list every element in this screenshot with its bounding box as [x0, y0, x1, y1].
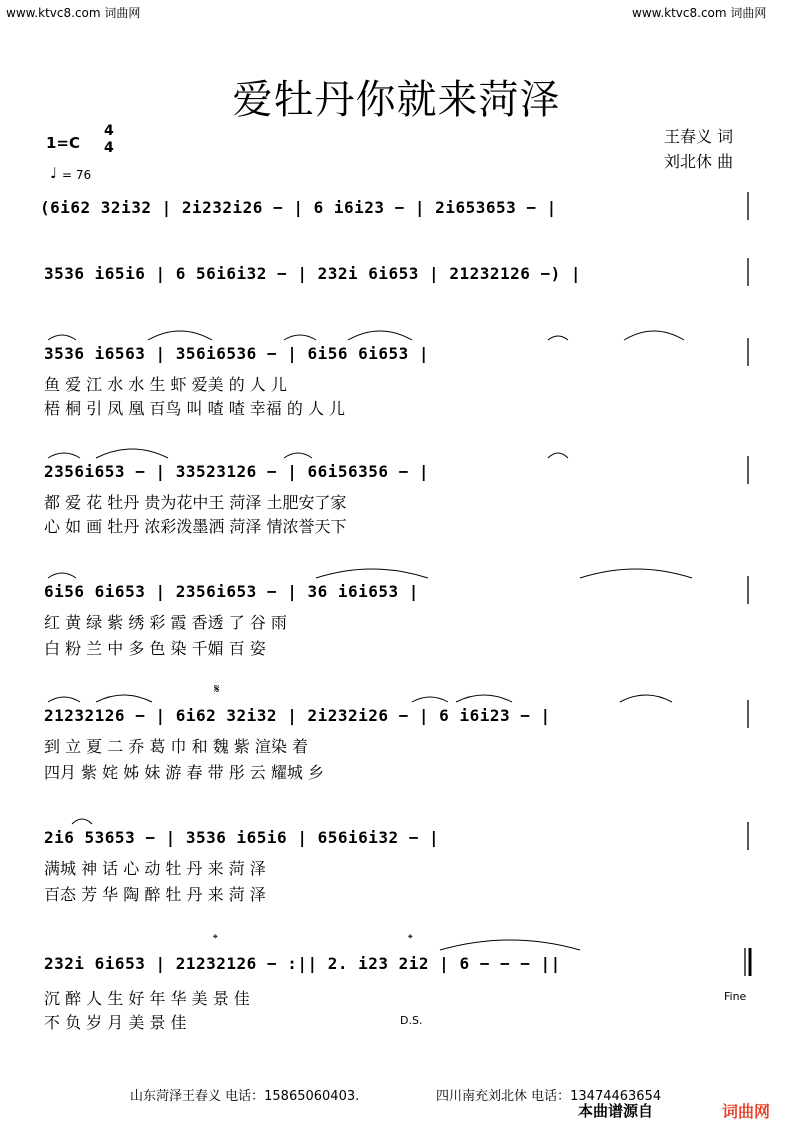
quarter-note-icon: ♩	[50, 164, 58, 182]
footer-contact-lyricist: 山东菏泽王春义 电话：15865060403.	[130, 1089, 360, 1104]
score-line-5-lyrics-1: 红 黄 绿 紫 绣 彩 霞 香透 了 谷 雨	[44, 613, 287, 632]
header-site-left[interactable]: www.ktvc8.com 词曲网	[6, 6, 141, 20]
segno-icon: 𝄋	[214, 682, 220, 697]
footer-source-label: 本曲谱源自	[578, 1102, 654, 1120]
score-line-6-lyrics-2: 四月 紫 姹 姊 妹 游 春 带 彤 云 耀城 乡	[44, 763, 324, 782]
lyricist-credit: 王春义 词	[664, 127, 734, 146]
time-signature-bottom: 4	[104, 140, 114, 156]
page-title: 爱牡丹你就来菏泽	[232, 77, 561, 123]
score-line-4-lyrics-2: 心 如 画 牡丹 浓彩泼墨洒 菏泽 情浓誉天下	[44, 517, 347, 536]
time-signature-top: 4	[104, 123, 114, 139]
ds-mark: D.S.	[400, 1014, 423, 1027]
score-line-3-lyrics-1: 鱼 爱 江 水 水 生 虾 爱美 的 人 儿	[44, 375, 287, 394]
score-line-6-lyrics-1: 到 立 夏 二 乔 葛 巾 和 魏 紫 渲染 着	[44, 737, 308, 756]
coda-icon-2: 𝄌	[408, 932, 413, 947]
tempo: = 76	[62, 168, 92, 182]
score-line-5-lyrics-2: 白 粉 兰 中 多 色 染 千媚 百 姿	[44, 639, 266, 658]
footer-logo[interactable]: 词曲网	[722, 1102, 771, 1121]
score-intro-line-1: (6i62 32i32 | 2i232i26 − | 6 i6i23 − | 2i653653 − |	[40, 198, 557, 217]
score-line-7-notes: 2i6 53653 − | 3536 i65i6 | 656i6i32 − |	[44, 828, 440, 847]
score-intro-line-2: 3536 i65i6 | 6 56i6i32 − | 232i 6i653 | 21232126 −) |	[44, 264, 582, 283]
key-signature: 1=C	[46, 134, 81, 152]
footer-contact-composer: 四川南充刘北休 电话：13474463654	[436, 1089, 662, 1104]
score-line-3-notes: 3536 i6563 | 356i6536 − | 6i56 6i653 |	[44, 344, 430, 363]
score-line-8-lyrics-1: 沉 醉 人 生 好 年 华 美 景 佳	[44, 989, 250, 1008]
score-line-4-lyrics-1: 都 爱 花 牡丹 贵为花中王 菏泽 土肥安了家	[44, 493, 347, 512]
score-line-5-notes: 6i56 6i653 | 2356i653 − | 36 i6i653 |	[44, 582, 419, 601]
score-line-7-lyrics-1: 满城 神 话 心 动 牡 丹 来 菏 泽	[44, 859, 266, 878]
coda-icon: 𝄌	[213, 932, 218, 947]
score-line-7-lyrics-2: 百态 芳 华 陶 醉 牡 丹 来 菏 泽	[44, 885, 266, 904]
header-site-right[interactable]: www.ktvc8.com 词曲网	[632, 6, 767, 20]
score-line-3-lyrics-2: 梧 桐 引 凤 凰 百鸟 叫 喳 喳 幸福 的 人 儿	[44, 399, 346, 418]
score-line-4-notes: 2356i653 − | 33523126 − | 66i56356 − |	[44, 462, 430, 481]
score-line-8-notes: 232i 6i653 | 21232126 − :|| 2. i23 2i2 | 6 − − − ||	[44, 954, 561, 973]
score-line-6-notes: 21232126 − | 6i62 32i32 | 2i232i26 − | 6 i6i23 − |	[44, 706, 551, 725]
score-line-8-lyrics-2: 不 负 岁 月 美 景 佳	[44, 1013, 187, 1032]
composer-credit: 刘北休 曲	[664, 152, 734, 171]
fine-mark: Fine	[724, 990, 747, 1003]
